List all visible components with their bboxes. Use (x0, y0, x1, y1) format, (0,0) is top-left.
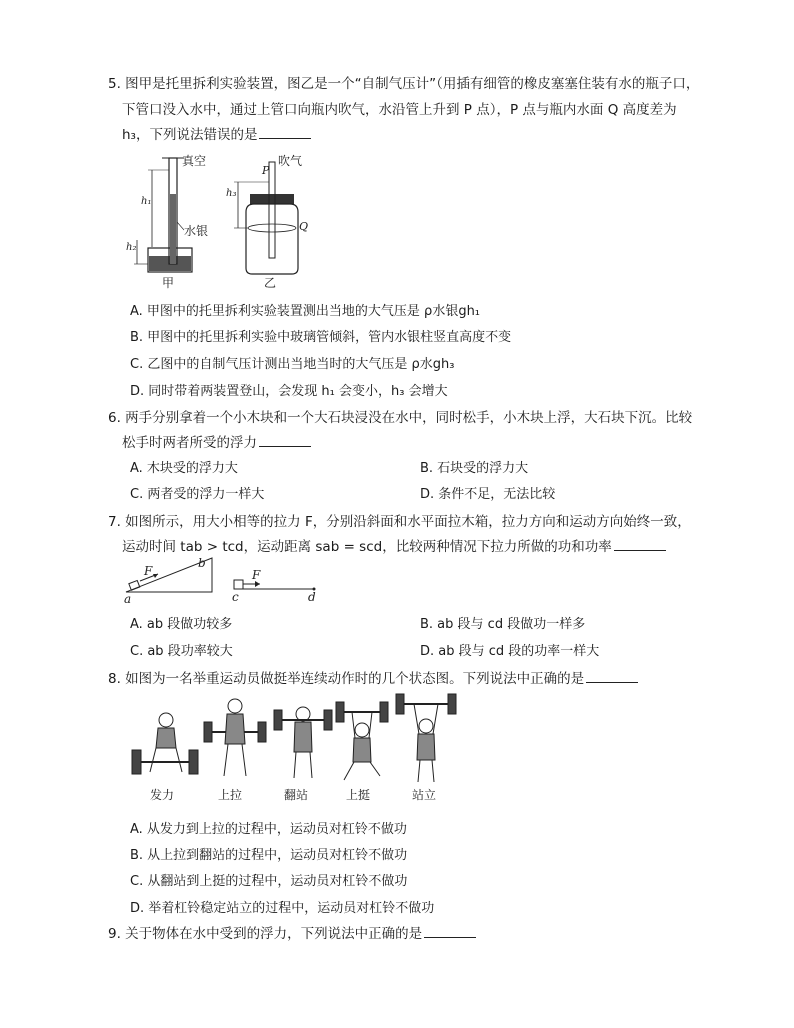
q6-option-a[interactable]: A. 木块受的浮力大 (130, 461, 238, 476)
h3-label: h₃ (226, 188, 237, 199)
mercury-label: 水银 (184, 224, 209, 238)
q5-figure (122, 150, 322, 290)
q7-line1: 7. 如图所示，用大小相等的拉力 F，分别沿斜面和水平面拉木箱，拉力方向和运动方向始终一致， (108, 514, 691, 530)
label-zhanli: 站立 (412, 788, 437, 802)
q8-line1: 8. 如图为一名举重运动员做挺举连续动作时的几个状态图。下列说法中正确的是 (108, 667, 638, 687)
q6-option-c[interactable]: C. 两者受的浮力一样大 (130, 487, 265, 502)
q8-figure (126, 692, 462, 810)
q7-option-c[interactable]: C. ab 段功率较大 (130, 644, 233, 659)
point-b-label: b (198, 556, 206, 570)
q5-option-d[interactable]: D. 同时带着两装置登山，会发现 h₁ 会变小，h₃ 会增大 (130, 384, 448, 399)
q8-option-c[interactable]: C. 从翻站到上挺的过程中，运动员对杠铃不做功 (130, 874, 408, 889)
q-label: Q (299, 220, 309, 233)
q6-line2: 松手时两者所受的浮力 (122, 431, 311, 451)
h2-label: h₂ (126, 242, 137, 253)
q8-option-b[interactable]: B. 从上拉到翻站的过程中，运动员对杠铃不做功 (130, 848, 408, 863)
q7-line2: 运动时间 tab > tcd，运动距离 sab = scd，比较两种情况下拉力所做的功和功率 (122, 535, 666, 555)
q5-option-c[interactable]: C. 乙图中的自制气压计测出当地当时的大气压是 ρ水gh₃ (130, 357, 455, 372)
q8-option-d[interactable]: D. 举着杠铃稳定站立的过程中，运动员对杠铃不做功 (130, 901, 435, 916)
answer-blank[interactable] (259, 126, 311, 139)
q5-line1: 5. 图甲是托里拆利实验装置，图乙是一个“自制气压计”（用插有细管的橡皮塞塞住装有水的瓶子口， (108, 76, 700, 92)
vacuum-label: 真空 (182, 154, 207, 168)
answer-blank[interactable] (614, 538, 666, 551)
q6-option-d[interactable]: D. 条件不足，无法比较 (420, 487, 556, 502)
point-c-label: c (232, 590, 239, 604)
p-label: P (262, 164, 270, 177)
answer-blank[interactable] (259, 434, 311, 447)
q5-line3: h₃，下列说法错误的是 (122, 123, 311, 143)
q7-figure (122, 554, 332, 606)
barometer-diagram (122, 150, 322, 290)
q7-option-b[interactable]: B. ab 段与 cd 段做功一样多 (420, 617, 586, 632)
fig-jia-label: 甲 (162, 276, 175, 290)
answer-blank[interactable] (424, 925, 476, 938)
point-a-label: a (124, 592, 132, 606)
h1-label: h₁ (141, 196, 152, 207)
label-shangla: 上拉 (218, 788, 243, 802)
q6-line1: 6. 两手分别拿着一个小木块和一个大石块浸没在水中，同时松手，小木块上浮，大石块下沉。比较 (108, 410, 693, 426)
q5-line2: 下管口没入水中，通过上管口向瓶内吹气，水沿管上升到 P 点），P 点与瓶内水面 Q 高度差为 (122, 102, 677, 118)
label-fanzhan: 翻站 (284, 788, 309, 802)
q9-line1: 9. 关于物体在水中受到的浮力，下列说法中正确的是 (108, 922, 476, 942)
point-d-label: d (308, 590, 316, 604)
fig-yi-label: 乙 (264, 276, 277, 290)
label-fali: 发力 (150, 788, 175, 802)
q5-option-b[interactable]: B. 甲图中的托里拆利实验中玻璃管倾斜，管内水银柱竖直高度不变 (130, 330, 512, 345)
q7-option-d[interactable]: D. ab 段与 cd 段的功率一样大 (420, 644, 600, 659)
incline-and-level-diagram (122, 554, 332, 606)
q6-option-b[interactable]: B. 石块受的浮力大 (420, 461, 529, 476)
answer-blank[interactable] (586, 670, 638, 683)
force-label-2: F (252, 568, 261, 582)
force-label-1: F (144, 564, 153, 578)
label-shangting: 上挺 (346, 788, 371, 802)
q7-option-a[interactable]: A. ab 段做功较多 (130, 617, 233, 632)
blow-label: 吹气 (278, 154, 303, 168)
q8-option-a[interactable]: A. 从发力到上拉的过程中，运动员对杠铃不做功 (130, 822, 407, 837)
q5-option-a[interactable]: A. 甲图中的托里拆利实验装置测出当地的大气压是 ρ水银gh₁ (130, 304, 481, 319)
